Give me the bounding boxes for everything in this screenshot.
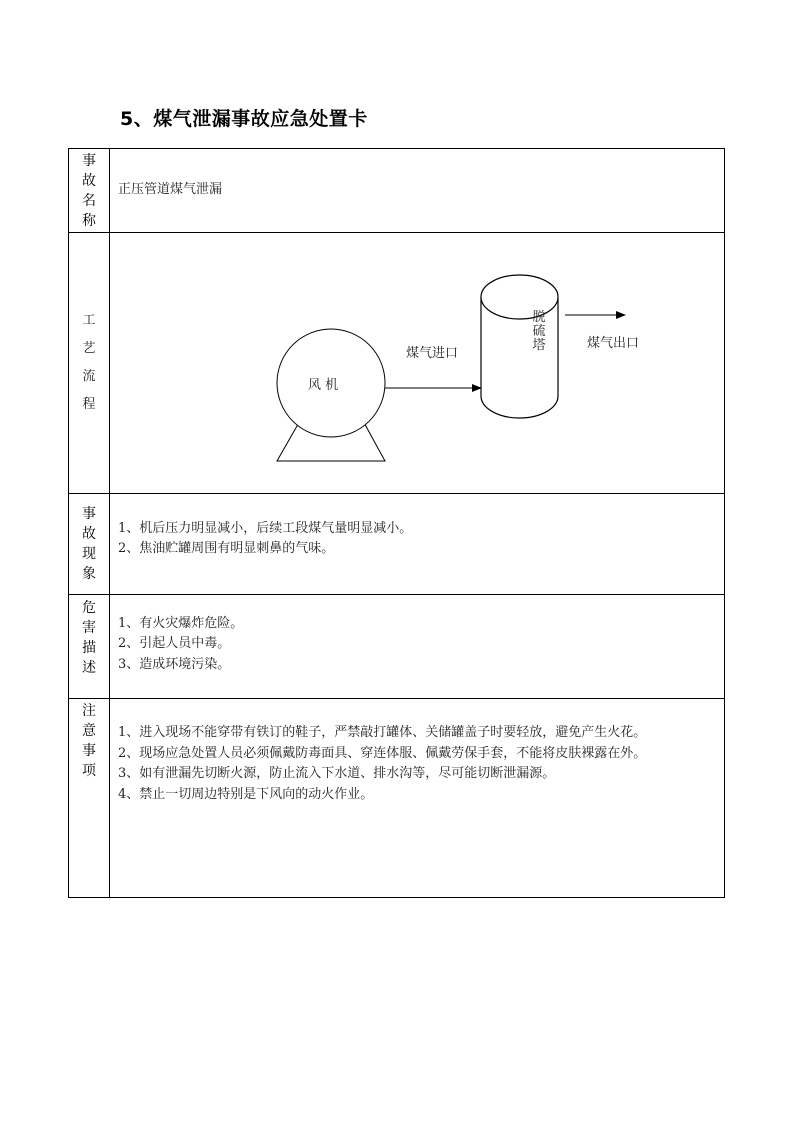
note-item: 3、如有泄漏先切断火源，防止流入下水道、排水沟等，尽可能切断泄漏源。 bbox=[118, 766, 556, 781]
label-char: 工 bbox=[82, 313, 96, 328]
tower-label-char: 脱 bbox=[532, 310, 546, 325]
label-char: 艺 bbox=[82, 341, 96, 356]
note-item: 4、禁止一切周边特别是下风向的动火作业。 bbox=[118, 786, 374, 802]
note-item: 2、现场应急处置人员必须佩戴防毒面具、穿连体服、佩戴劳保手套，不能将皮肤裸露在外。 bbox=[118, 745, 647, 761]
tower-label-char: 塔 bbox=[532, 338, 546, 353]
label-char: 称 bbox=[82, 212, 96, 229]
label-char: 象 bbox=[82, 566, 96, 582]
process-flow-diagram bbox=[110, 233, 726, 493]
label-process-flow bbox=[69, 233, 110, 494]
tower-label bbox=[532, 311, 546, 353]
tower-label-char: 硫 bbox=[532, 324, 546, 339]
label-char: 注 bbox=[82, 703, 96, 719]
label-char: 故 bbox=[82, 172, 96, 189]
label-accident-name bbox=[69, 149, 110, 233]
label-notes bbox=[69, 699, 110, 898]
gas-outlet-label: 煤气出口 bbox=[587, 336, 640, 351]
document-title: 5、煤气泄漏事故应急处置卡 bbox=[120, 108, 368, 130]
label-char: 危 bbox=[82, 599, 96, 616]
label-char: 意 bbox=[82, 723, 96, 739]
label-char: 害 bbox=[82, 619, 96, 636]
label-char: 名 bbox=[82, 192, 96, 209]
row-notes bbox=[69, 699, 725, 898]
label-char: 事 bbox=[82, 743, 96, 759]
notes-content bbox=[110, 699, 725, 898]
row-hazards bbox=[69, 595, 725, 699]
phenomena-content bbox=[110, 494, 725, 595]
label-hazards bbox=[69, 595, 110, 699]
label-char: 程 bbox=[82, 397, 96, 412]
row-process-flow bbox=[69, 233, 725, 494]
hazards-content bbox=[110, 595, 725, 699]
diagram-graphics bbox=[110, 233, 726, 493]
process-flow-diagram-cell bbox=[110, 233, 725, 494]
phenomena-item: 1、机后压力明显减小，后续工段煤气量明显减小。 bbox=[118, 520, 413, 536]
label-char: 事 bbox=[82, 506, 96, 522]
desulfurization-tower-icon bbox=[481, 275, 558, 418]
accident-name-value: 正压管道煤气泄漏 bbox=[110, 149, 725, 233]
label-char: 事 bbox=[82, 152, 96, 169]
row-accident-name bbox=[69, 149, 725, 233]
fan-label: 风 机 bbox=[308, 378, 339, 393]
label-char: 现 bbox=[82, 546, 96, 562]
label-char: 流 bbox=[82, 369, 96, 384]
gas-inlet-label: 煤气进口 bbox=[406, 346, 459, 361]
label-char: 述 bbox=[82, 659, 96, 676]
hazard-item: 3、造成环境污染。 bbox=[118, 656, 231, 672]
label-char: 故 bbox=[82, 526, 96, 542]
label-phenomena bbox=[69, 494, 110, 595]
row-phenomena bbox=[69, 494, 725, 595]
hazard-item: 2、引起人员中毒。 bbox=[118, 636, 231, 652]
note-item: 1、进入现场不能穿带有铁订的鞋子，严禁敲打罐体、关储罐盖子时要轻放，避免产生火花。 bbox=[118, 725, 647, 740]
label-char: 项 bbox=[82, 763, 96, 779]
label-char: 描 bbox=[82, 639, 96, 656]
emergency-card-table bbox=[68, 148, 725, 898]
phenomena-item: 2、焦油贮罐周围有明显刺鼻的气味。 bbox=[118, 541, 335, 556]
hazard-item: 1、有火灾爆炸危险。 bbox=[118, 615, 244, 631]
